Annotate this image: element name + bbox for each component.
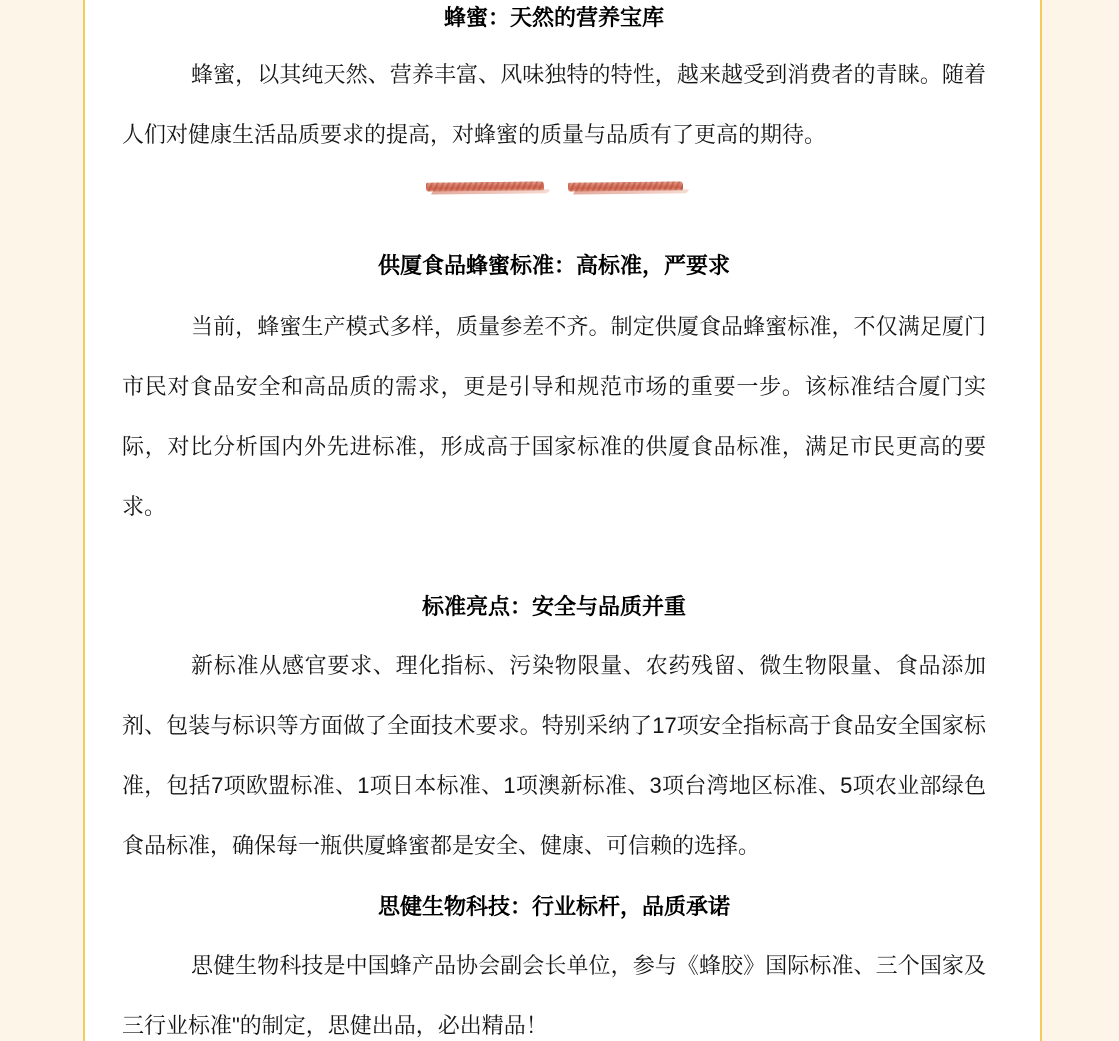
section-heading-highlights: 标准亮点：安全与品质并重	[421, 594, 686, 619]
section-paragraph-standard: 当前，蜂蜜生产模式多样，质量参差不齐。制定供厦食品蜂蜜标准，不仅满足厦门市民对食品安全和高品质的需求，更是引导和规范市场的重要一步。该标准结合厦门实际，对比分析国内外先进标准，形成高于国家标准的供厦食品标准，满足市民更高的要求。	[122, 314, 986, 519]
brush-stroke-icon	[567, 181, 682, 191]
brush-stroke-icon	[425, 181, 543, 191]
brush-stroke-divider	[122, 182, 986, 195]
intro-paragraph: 蜂蜜，以其纯天然、营养丰富、风味独特的特性，越来越受到消费者的青睐。随着人们对健康生活品质要求的提高，对蜂蜜的质量与品质有了更高的期待。	[122, 62, 986, 147]
section-paragraph-company: 思健生物科技是中国蜂产品协会副会长单位，参与《蜂胶》国际标准、三个国家及三行业标准"的制定，思健出品，必出精品！	[122, 953, 986, 1038]
article-panel	[83, 0, 1042, 1041]
section-paragraph-highlights: 新标准从感官要求、理化指标、污染物限量、农药残留、微生物限量、食品添加剂、包装与标识等方面做了全面技术要求。特别采纳了17项安全指标高于食品安全国家标准，包括7项欧盟标准、1项日本标准、1项澳新标准、3项台湾地区标准、5项农业部绿色食品标准，确保每一瓶供厦蜂蜜都是安全、健康、可信赖的选择。	[122, 653, 986, 858]
page-title: 蜂蜜：天然的营养宝库	[443, 5, 664, 30]
section-heading-company: 思健生物科技：行业标杆，品质承诺	[377, 894, 730, 919]
section-heading-standard: 供厦食品蜂蜜标准：高标准，严要求	[377, 253, 730, 278]
